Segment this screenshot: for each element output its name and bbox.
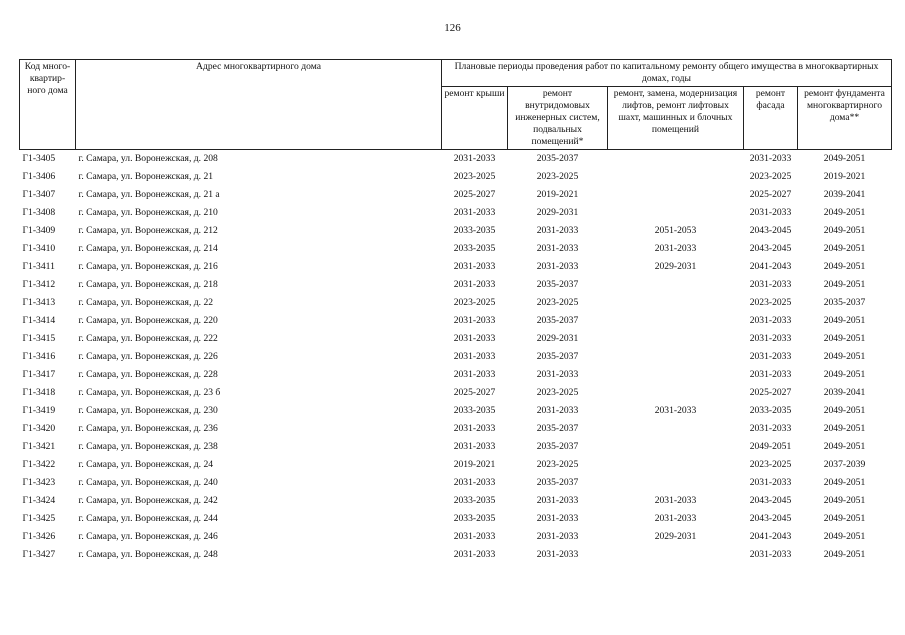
lifts-period [608, 420, 744, 438]
table-body [20, 150, 892, 565]
house-code: Г1-3422 [22, 459, 56, 470]
facade-period: 2023-2025 [749, 459, 792, 470]
facade-period: 2031-2033 [749, 549, 792, 560]
header-code: Код много-квартир-ного дома [20, 60, 76, 150]
capital-repair-table [19, 59, 892, 564]
roof-period: 2031-2033 [453, 369, 496, 380]
systems-period: 2031-2033 [536, 369, 579, 380]
house-code: Г1-3423 [22, 477, 56, 488]
table-row [20, 204, 892, 222]
table-row [20, 510, 892, 528]
facade-period: 2023-2025 [749, 297, 792, 308]
systems-period: 2019-2021 [536, 189, 579, 200]
roof-period: 2031-2033 [442, 150, 508, 169]
house-code: Г1-3424 [22, 495, 56, 506]
house-address: г. Самара, ул. Воронежская, д. 216 [78, 261, 218, 272]
facade-period: 2041-2043 [749, 531, 792, 542]
house-address: г. Самара, ул. Воронежская, д. 226 [78, 351, 218, 362]
house-code: Г1-3417 [22, 369, 56, 380]
house-address: г. Самара, ул. Воронежская, д. 244 [78, 513, 218, 524]
systems-period: 2035-2037 [536, 423, 579, 434]
house-address: г. Самара, ул. Воронежская, д. 210 [78, 207, 218, 218]
foundation-period: 2049-2051 [823, 423, 866, 434]
facade-period: 2043-2045 [749, 243, 792, 254]
systems-period: 2035-2037 [536, 279, 579, 290]
facade-period: 2043-2045 [749, 513, 792, 524]
lifts-period [608, 456, 744, 474]
lifts-period [608, 546, 744, 564]
table-row [20, 240, 892, 258]
roof-period: 2025-2027 [453, 189, 496, 200]
foundation-period: 2049-2051 [823, 495, 866, 506]
foundation-period: 2049-2051 [823, 279, 866, 290]
facade-period: 2041-2043 [749, 261, 792, 272]
roof-period: 2031-2033 [453, 531, 496, 542]
foundation-period: 2049-2051 [823, 549, 866, 560]
house-address: г. Самара, ул. Воронежская, д. 24 [78, 459, 214, 470]
house-address: г. Самара, ул. Воронежская, д. 21 [78, 171, 214, 182]
table-row [20, 420, 892, 438]
roof-period: 2031-2033 [453, 315, 496, 326]
foundation-period: 2049-2051 [823, 333, 866, 344]
roof-period: 2031-2033 [453, 351, 496, 362]
roof-period: 2023-2025 [453, 297, 496, 308]
facade-period: 2031-2033 [749, 207, 792, 218]
systems-period: 2031-2033 [536, 225, 579, 236]
facade-period: 2043-2045 [749, 495, 792, 506]
house-address: г. Самара, ул. Воронежская, д. 220 [78, 315, 218, 326]
foundation-period: 2049-2051 [823, 351, 866, 362]
systems-period: 2031-2033 [536, 243, 579, 254]
foundation-period: 2049-2051 [823, 369, 866, 380]
header-address: Адрес многоквартирного дома [76, 60, 442, 150]
header-foundation: ремонт фундамента многоквартирного дома** [798, 87, 892, 150]
facade-period: 2033-2035 [749, 405, 792, 416]
systems-period: 2031-2033 [536, 513, 579, 524]
systems-period: 2035-2037 [508, 150, 608, 169]
table-row [20, 312, 892, 330]
systems-period: 2035-2037 [536, 315, 579, 326]
lifts-period: 2031-2033 [654, 513, 697, 524]
facade-period: 2031-2033 [744, 150, 798, 169]
foundation-period: 2049-2051 [823, 513, 866, 524]
table-row [20, 438, 892, 456]
house-address: г. Самара, ул. Воронежская, д. 23 б [78, 387, 221, 398]
foundation-period: 2049-2051 [798, 150, 892, 169]
foundation-period: 2049-2051 [823, 261, 866, 272]
header-lifts: ремонт, замена, модернизация лифтов, ремонт лифтовых шахт, машинных и блочных помещений [608, 87, 744, 150]
header-roof: ремонт крыши [442, 87, 508, 150]
house-code: Г1-3426 [22, 531, 56, 542]
systems-period: 2023-2025 [536, 387, 579, 398]
systems-period: 2023-2025 [536, 297, 579, 308]
lifts-period [608, 312, 744, 330]
table-row [20, 456, 892, 474]
lifts-period: 2051-2053 [654, 225, 697, 236]
table-row [20, 294, 892, 312]
foundation-period: 2049-2051 [823, 441, 866, 452]
roof-period: 2031-2033 [453, 261, 496, 272]
table-row [20, 402, 892, 420]
roof-period: 2031-2033 [453, 477, 496, 488]
lifts-period [608, 474, 744, 492]
facade-period: 2025-2027 [749, 387, 792, 398]
house-address: г. Самара, ул. Воронежская, д. 212 [78, 225, 218, 236]
foundation-period: 2035-2037 [823, 297, 866, 308]
roof-period: 2031-2033 [453, 441, 496, 452]
foundation-period: 2049-2051 [823, 531, 866, 542]
systems-period: 2031-2033 [536, 405, 579, 416]
systems-period: 2029-2031 [536, 333, 579, 344]
systems-period: 2035-2037 [536, 477, 579, 488]
foundation-period: 2039-2041 [823, 189, 866, 200]
page-number: 126 [444, 22, 461, 34]
roof-period: 2033-2035 [453, 405, 496, 416]
lifts-period [608, 276, 744, 294]
lifts-period [608, 384, 744, 402]
facade-period: 2031-2033 [749, 477, 792, 488]
roof-period: 2033-2035 [453, 513, 496, 524]
table-row [20, 366, 892, 384]
facade-period: 2031-2033 [749, 351, 792, 362]
facade-period: 2043-2045 [749, 225, 792, 236]
table-row [20, 474, 892, 492]
lifts-period: 2029-2031 [654, 261, 697, 272]
systems-period: 2031-2033 [536, 549, 579, 560]
lifts-period [608, 438, 744, 456]
foundation-period: 2049-2051 [823, 315, 866, 326]
lifts-period: 2029-2031 [654, 531, 697, 542]
foundation-period: 2049-2051 [823, 225, 866, 236]
lifts-period [608, 330, 744, 348]
house-code: Г1-3414 [22, 315, 56, 326]
house-code: Г1-3408 [22, 207, 56, 218]
foundation-period: 2019-2021 [823, 171, 866, 182]
lifts-period [608, 168, 744, 186]
house-address: г. Самара, ул. Воронежская, д. 228 [78, 369, 218, 380]
facade-period: 2031-2033 [749, 333, 792, 344]
house-code: Г1-3411 [22, 261, 55, 272]
house-address: г. Самара, ул. Воронежская, д. 242 [78, 495, 218, 506]
table-row [20, 546, 892, 564]
foundation-period: 2039-2041 [823, 387, 866, 398]
roof-period: 2033-2035 [453, 225, 496, 236]
facade-period: 2049-2051 [749, 441, 792, 452]
facade-period: 2031-2033 [749, 279, 792, 290]
lifts-period: 2031-2033 [654, 243, 697, 254]
house-address: г. Самара, ул. Воронежская, д. 240 [78, 477, 218, 488]
systems-period: 2035-2037 [536, 441, 579, 452]
systems-period: 2029-2031 [536, 207, 579, 218]
lifts-period [608, 186, 744, 204]
table-row [20, 330, 892, 348]
house-code: Г1-3413 [22, 297, 56, 308]
house-address: г. Самара, ул. Воронежская, д. 22 [78, 297, 214, 308]
systems-period: 2031-2033 [536, 261, 579, 272]
table-row [20, 168, 892, 186]
foundation-period: 2037-2039 [823, 459, 866, 470]
roof-period: 2031-2033 [453, 549, 496, 560]
table-row [20, 222, 892, 240]
house-code: Г1-3410 [22, 243, 56, 254]
lifts-period [608, 150, 744, 169]
facade-period: 2025-2027 [749, 189, 792, 200]
roof-period: 2025-2027 [453, 387, 496, 398]
facade-period: 2023-2025 [749, 171, 792, 182]
lifts-period [608, 348, 744, 366]
house-address: г. Самара, ул. Воронежская, д. 230 [78, 405, 218, 416]
systems-period: 2023-2025 [536, 459, 579, 470]
house-address: г. Самара, ул. Воронежская, д. 236 [78, 423, 218, 434]
house-address: г. Самара, ул. Воронежская, д. 214 [78, 243, 218, 254]
table-row [20, 348, 892, 366]
house-code: Г1-3405 [20, 150, 76, 169]
table-row [20, 150, 892, 169]
house-address: г. Самара, ул. Воронежская, д. 248 [78, 549, 218, 560]
roof-period: 2031-2033 [453, 279, 496, 290]
foundation-period: 2049-2051 [823, 207, 866, 218]
roof-period: 2033-2035 [453, 243, 496, 254]
table-row [20, 276, 892, 294]
lifts-period: 2031-2033 [654, 495, 697, 506]
roof-period: 2031-2033 [453, 207, 496, 218]
house-address: г. Самара, ул. Воронежская, д. 246 [78, 531, 218, 542]
lifts-period [608, 294, 744, 312]
lifts-period [608, 204, 744, 222]
house-code: Г1-3427 [22, 549, 56, 560]
house-code: Г1-3420 [22, 423, 56, 434]
house-code: Г1-3419 [22, 405, 56, 416]
table-row [20, 186, 892, 204]
systems-period: 2031-2033 [536, 495, 579, 506]
house-code: Г1-3418 [22, 387, 56, 398]
house-address: г. Самара, ул. Воронежская, д. 218 [78, 279, 218, 290]
house-code: Г1-3416 [22, 351, 56, 362]
house-address: г. Самара, ул. Воронежская, д. 238 [78, 441, 218, 452]
house-code: Г1-3407 [22, 189, 56, 200]
roof-period: 2023-2025 [453, 171, 496, 182]
header-systems: ремонт внутридомовых инженерных систем, подвальных помещений* [508, 87, 608, 150]
lifts-period: 2031-2033 [654, 405, 697, 416]
house-code: Г1-3412 [22, 279, 56, 290]
header-facade: ремонт фасада [744, 87, 798, 150]
house-address: г. Самара, ул. Воронежская, д. 208 [76, 150, 442, 169]
foundation-period: 2049-2051 [823, 477, 866, 488]
house-address: г. Самара, ул. Воронежская, д. 222 [78, 333, 218, 344]
house-code: Г1-3421 [22, 441, 56, 452]
table-row [20, 492, 892, 510]
roof-period: 2019-2021 [453, 459, 496, 470]
foundation-period: 2049-2051 [823, 405, 866, 416]
house-code: Г1-3409 [22, 225, 56, 236]
facade-period: 2031-2033 [749, 423, 792, 434]
table-row [20, 258, 892, 276]
systems-period: 2023-2025 [536, 171, 579, 182]
table-row [20, 384, 892, 402]
foundation-period: 2049-2051 [823, 243, 866, 254]
house-code: Г1-3415 [22, 333, 56, 344]
facade-period: 2031-2033 [749, 315, 792, 326]
facade-period: 2031-2033 [749, 369, 792, 380]
systems-period: 2035-2037 [536, 351, 579, 362]
house-code: Г1-3425 [22, 513, 56, 524]
house-address: г. Самара, ул. Воронежская, д. 21 а [78, 189, 220, 200]
house-code: Г1-3406 [22, 171, 56, 182]
roof-period: 2031-2033 [453, 333, 496, 344]
table-row [20, 528, 892, 546]
lifts-period [608, 366, 744, 384]
header-periods: Плановые периоды проведения работ по капитальному ремонту общего имущества в многоквартирных домах, годы [442, 60, 892, 87]
roof-period: 2033-2035 [453, 495, 496, 506]
systems-period: 2031-2033 [536, 531, 579, 542]
roof-period: 2031-2033 [453, 423, 496, 434]
